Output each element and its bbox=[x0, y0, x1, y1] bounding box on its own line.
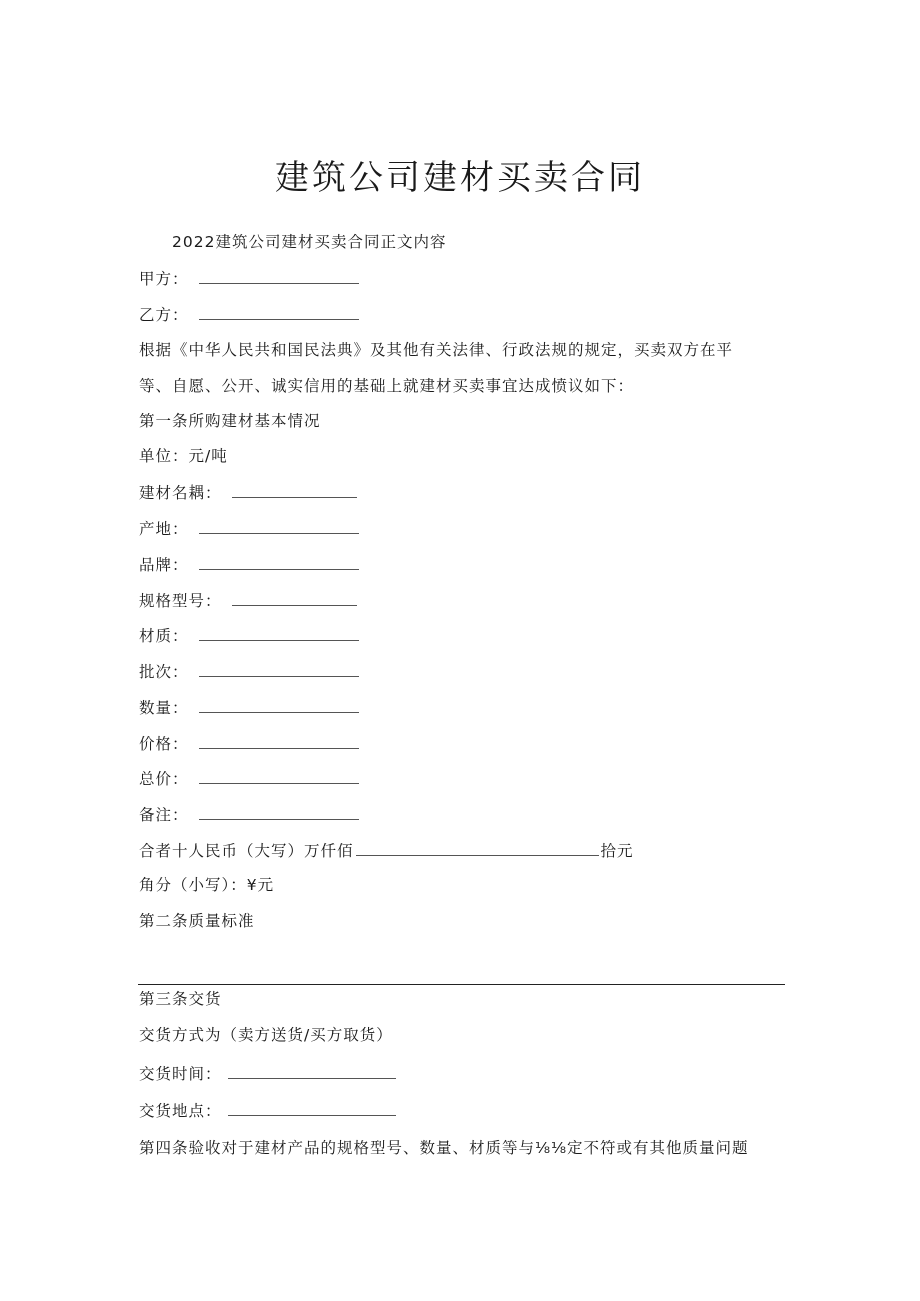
amount-lowercase-line: 角分（小写）：¥元 bbox=[139, 876, 275, 894]
brand-row bbox=[139, 554, 359, 575]
delivery-mode-line: 交货方式为（卖方送货/买方取货） bbox=[139, 1026, 393, 1044]
price-row bbox=[139, 733, 359, 754]
delivery-place-label: 交货地点： bbox=[139, 1102, 222, 1120]
document-title: 建筑公司建材买卖合同 bbox=[275, 158, 645, 198]
total-field[interactable] bbox=[199, 768, 359, 784]
batch-field[interactable] bbox=[199, 661, 359, 677]
price-label: 价格： bbox=[139, 735, 189, 753]
article-3-heading: 第三条交货 bbox=[139, 990, 222, 1008]
note-field[interactable] bbox=[199, 804, 359, 820]
spec-row bbox=[139, 590, 357, 611]
material-name-label: 建材名耦： bbox=[139, 484, 222, 502]
price-field[interactable] bbox=[199, 733, 359, 749]
origin-label: 产地： bbox=[139, 520, 189, 538]
quantity-field[interactable] bbox=[199, 697, 359, 713]
delivery-time-label: 交货时间： bbox=[139, 1065, 222, 1083]
quantity-row bbox=[139, 697, 359, 718]
origin-field[interactable] bbox=[199, 518, 359, 534]
brand-label: 品牌： bbox=[139, 556, 189, 574]
brand-field[interactable] bbox=[199, 554, 359, 570]
party-b-row bbox=[139, 304, 359, 325]
subtitle: 2022建筑公司建材买卖合同正文内容 bbox=[172, 233, 447, 251]
party-b-field[interactable] bbox=[199, 304, 359, 320]
origin-row bbox=[139, 518, 359, 539]
article-1-heading: 第一条所购建材基本情况 bbox=[139, 412, 321, 430]
article-2-heading: 第二条质量标准 bbox=[139, 912, 255, 930]
amount-uppercase-suffix: 拾元 bbox=[600, 842, 634, 860]
amount-uppercase-label: 合者十人民币（大写）万仟佰 bbox=[139, 842, 354, 860]
spec-field[interactable] bbox=[232, 590, 357, 606]
amount-uppercase-row bbox=[139, 840, 634, 861]
material-name-row bbox=[139, 482, 357, 503]
unit-line: 单位：元/吨 bbox=[139, 447, 228, 465]
delivery-time-row bbox=[139, 1063, 396, 1084]
delivery-place-row bbox=[139, 1100, 396, 1121]
material-label: 材质： bbox=[139, 627, 189, 645]
party-a-field[interactable] bbox=[199, 268, 359, 284]
delivery-time-field[interactable] bbox=[228, 1063, 396, 1079]
total-label: 总价： bbox=[139, 770, 189, 788]
material-name-field[interactable] bbox=[232, 482, 357, 498]
quantity-label: 数量： bbox=[139, 699, 189, 717]
material-row bbox=[139, 625, 359, 646]
batch-row bbox=[139, 661, 359, 682]
note-label: 备注： bbox=[139, 806, 189, 824]
note-row bbox=[139, 804, 359, 825]
total-row bbox=[139, 768, 359, 789]
party-a-row bbox=[139, 268, 359, 289]
quality-standard-fill-line[interactable] bbox=[138, 984, 785, 985]
article-4-heading: 第四条验收对于建材产品的规格型号、数量、材质等与⅛⅛定不符或有其他质量问题 bbox=[139, 1139, 749, 1157]
spec-label: 规格型号： bbox=[139, 592, 222, 610]
party-b-label: 乙方： bbox=[139, 306, 189, 324]
amount-uppercase-field[interactable] bbox=[356, 840, 599, 856]
batch-label: 批次： bbox=[139, 663, 189, 681]
delivery-place-field[interactable] bbox=[228, 1100, 396, 1116]
party-a-label: 甲方： bbox=[139, 270, 189, 288]
intro-line-2: 等、自愿、公开、诚实信用的基础上就建材买卖事宜达成愤议如下： bbox=[139, 377, 635, 395]
material-field[interactable] bbox=[199, 625, 359, 641]
intro-line-1: 根据《中华人民共和国民法典》及其他有关法律、行政法规的规定，买卖双方在平 bbox=[139, 341, 734, 359]
